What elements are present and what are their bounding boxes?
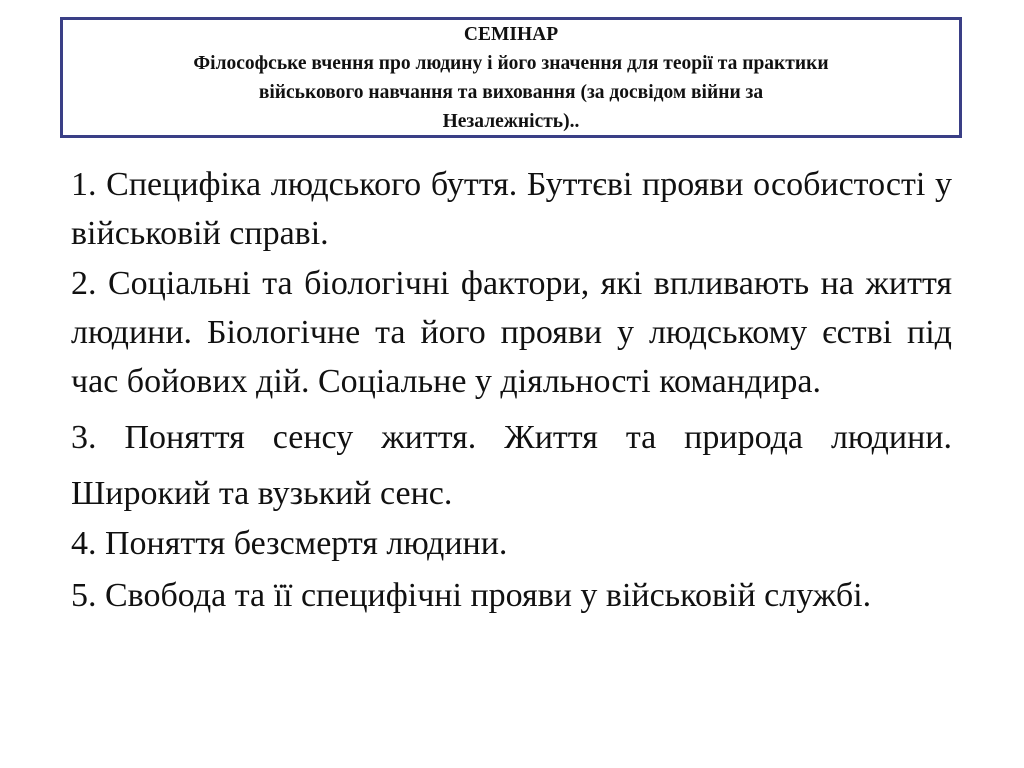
title-heading: СЕМІНАР [463, 24, 559, 45]
topic-item-3: 3. Поняття сенсу життя. Життя та природа людини. Широкий та вузький сенс. [71, 419, 952, 512]
slide-title [63, 20, 959, 136]
topic-item-4: 4. Поняття безсмертя людини. [71, 525, 508, 562]
title-subtitle-line-1: Філософське вчення про людину і його значення для теорії та практики [193, 53, 829, 74]
topic-item-5: 5. Свобода та її специфічні прояви у військовій службі. [71, 577, 872, 614]
seminar-topics-list [71, 160, 952, 624]
title-subtitle-line-3: Незалежність).. [442, 111, 580, 132]
title-subtitle-line-2: військового навчання та виховання (за досвідом війни за [258, 82, 764, 103]
topic-item-2: 2. Соціальні та біологічні фактори, які впливають на життя людини. Біологічне та його прояви у людському єстві під час бойових дій. Соціальне у діяльності командира. [71, 265, 952, 400]
topic-item-1: 1. Специфіка людського буття. Буттєві прояви особистості у військовій справі. [71, 166, 952, 252]
title-box [60, 17, 962, 138]
